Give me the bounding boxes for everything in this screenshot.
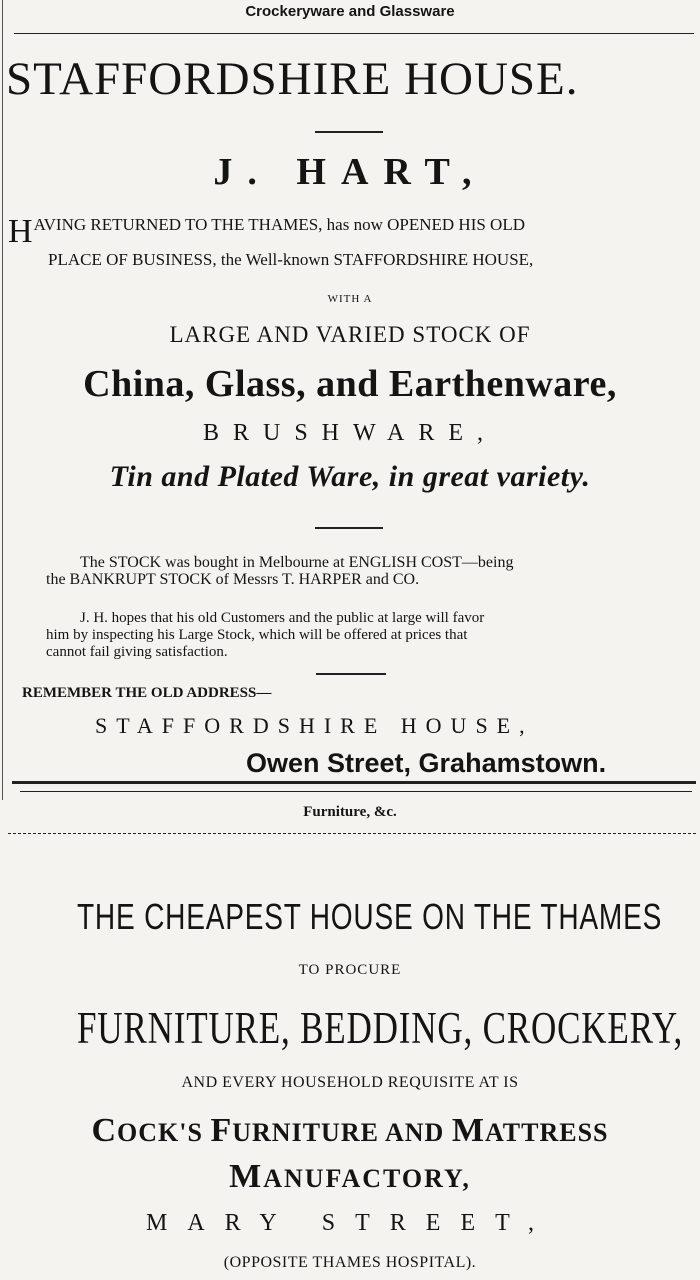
ad2-every-line: AND EVERY HOUSEHOLD REQUISITE AT IS [181, 1074, 519, 1091]
ad2-goods: FURNITURE, BEDDING, CROCKERY, [77, 1003, 684, 1053]
ad1-address-street: Owen Street, Grahamstown. [246, 748, 607, 778]
small-caps-text: ANUFACTORY, [263, 1164, 471, 1193]
divider [20, 791, 692, 792]
ad1-proprietor: J. HART, [213, 151, 487, 193]
cap-letter: C [91, 1112, 118, 1149]
drop-cap: H [8, 213, 33, 250]
having-text: AVING RETURNED TO THE THAMES, has now OPENED HIS OLD [33, 215, 525, 234]
stock-para-line: the BANKRUPT STOCK of Messrs T. HARPER and CO. [46, 571, 420, 588]
divider [8, 833, 696, 834]
ad1-having-line [8, 213, 700, 251]
ad1-address-house: STAFFORDSHIRE HOUSE, [95, 713, 534, 738]
ad1-remember: REMEMBER THE OLD ADDRESS— [22, 685, 272, 701]
ad2-to-procure: TO PROCURE [298, 962, 402, 978]
hopes-para-line: J. H. hopes that his old Customers and the public at large will favor [80, 610, 485, 626]
small-caps-text: AND [385, 1118, 452, 1147]
ad1-place-line: PLACE OF BUSINESS, the Well-known STAFFORDSHIRE HOUSE, [48, 250, 534, 269]
hopes-para-line: cannot fail giving satisfaction. [46, 644, 228, 660]
cap-letter: M [229, 1158, 264, 1195]
short-divider [315, 527, 383, 529]
ad2-manufactory [0, 1158, 700, 1196]
ad2-opposite: (OPPOSITE THAMES HOSPITAL). [223, 1254, 477, 1271]
ad1-with-a: WITH A [327, 293, 373, 305]
ad1-brushware: BRUSHWARE, [202, 420, 498, 446]
stock-para-line: The STOCK was bought in Melbourne at ENGLISH COST—being [80, 554, 514, 571]
small-caps-text: OCK'S [117, 1118, 211, 1147]
small-caps-text: ATTRESS [484, 1118, 609, 1147]
ad1-china-line: China, Glass, and Earthenware, [83, 363, 617, 405]
ad1-category-heading: Crockeryware and Glassware [245, 3, 455, 20]
short-divider [315, 131, 383, 133]
ad2-headline: THE CHEAPEST HOUSE ON THE THAMES [77, 896, 663, 937]
short-divider [316, 673, 386, 675]
ad1-large-stock: LARGE AND VARIED STOCK OF [169, 322, 531, 347]
ad1-tin-line: Tin and Plated Ware, in great variety. [109, 460, 591, 493]
ad1-title: STAFFORDSHIRE HOUSE. [6, 53, 579, 105]
thick-divider [12, 781, 696, 784]
small-caps-text: URNITURE [232, 1118, 385, 1147]
cap-letter: M [451, 1112, 485, 1149]
ad2-street: MARY STREET, [145, 1210, 554, 1236]
divider [14, 33, 694, 34]
cap-letter: F [210, 1112, 233, 1149]
ad2-category-heading: Furniture, &c. [303, 804, 397, 820]
hopes-para-line: him by inspecting his Large Stock, which will be offered at prices that [46, 627, 468, 643]
ad2-cock-line [0, 1112, 700, 1150]
